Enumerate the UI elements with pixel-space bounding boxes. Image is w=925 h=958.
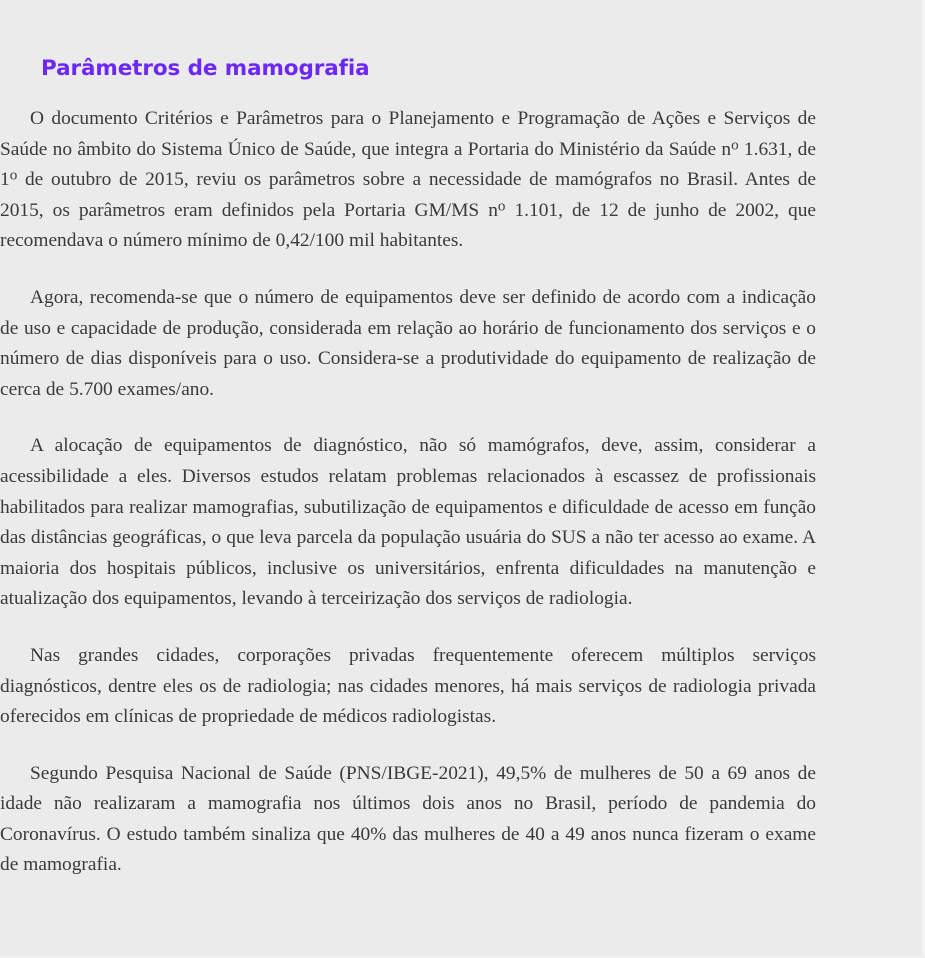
paragraph: Agora, recomenda-se que o número de equipamentos deve ser definido de acordo com a indicação de uso e capacidade de produção, considerada em relação ao horário de funcionamento dos serviços e o número de dias disponíveis para o uso. Considera-se a produtividade do equipamento de realização de cerca de 5.700 exames/ano. xyxy=(0,286,816,400)
paragraph: A alocação de equipamentos de diagnóstico, não só mamógrafos, deve, assim, considerar a acessibilidade a eles. Diversos estudos relatam problemas relacionados à escassez de profissionais habilitados para realizar mamografias, subutilização de equipamentos e dificuldade de acesso em função das distâncias geográficas, o que leva parcela da população usuária do SUS a não ter acesso ao exame. A maioria dos hospitais públicos, inclusive os universitários, enfrenta dificuldades na manutenção e atualização dos equipamentos, levando à terceirização dos serviços de radiologia. xyxy=(0,435,816,610)
page-title: Parâmetros de mamografia xyxy=(41,56,370,81)
paragraph: Nas grandes cidades, corporações privadas frequentemente oferecem múltiplos serviços diagnósticos, dentre eles os de radiologia; nas cidades menores, há mais serviços de radiologia privada oferecidos em clínicas de propriedade de médicos radiologistas. xyxy=(0,644,816,728)
document-body xyxy=(0,104,816,881)
ordinal-indicator: o xyxy=(9,167,18,184)
ordinal-indicator: o xyxy=(497,198,506,215)
paragraph: O documento Critérios e Parâmetros para o Planejamento e Programação de Ações e Serviços de Saúde no âmbito do Sistema Único de Saúde, que integra a Portaria do Ministério da Saúde $n^o$ 1.631, de 1$^o$ de outubro de 2015, reviu os parâmetros sobre a necessidade de mamógrafos no Brasil. Antes de 2015, os parâmetros eram definidos pela Portaria GM/MS $n^o$ 1.101, de 12 de junho de 2002, que recomendava o número mínimo de 0,42/100 mil habitantes. xyxy=(0,108,816,252)
paragraph: Segundo Pesquisa Nacional de Saúde (PNS/IBGE-2021), 49,5% de mulheres de 50 a 69 anos de idade não realizaram a mamografia nos últimos dois anos no Brasil, período de pandemia do Coronavírus. O estudo também sinaliza que 40% das mulheres de 40 a 49 anos nunca fizeram o exame de mamografia. xyxy=(0,762,816,876)
ordinal-indicator: o xyxy=(731,137,739,154)
